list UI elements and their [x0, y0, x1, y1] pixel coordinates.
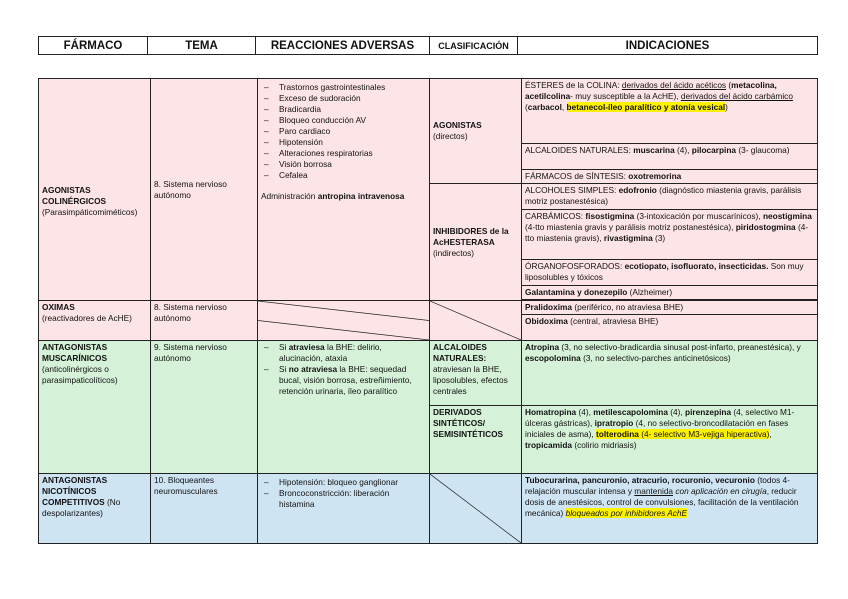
header-reacciones: REACCIONES ADVERSAS: [256, 37, 430, 55]
reaccion-item: – Paro cardiaco: [261, 126, 426, 137]
reacciones-nicotinicos: [258, 474, 430, 544]
diagonal-line: [430, 474, 521, 543]
row-nicotinicos: [39, 474, 818, 544]
ind-galantamina: Galantamina y donezepilo (Alzheimer): [522, 286, 818, 300]
ind-pralidoxima: Pralidoxima (periférico, no atraviesa BHE): [522, 301, 818, 315]
ind-sintesis: FÁRMACOS de SÍNTESIS: oxotremorina: [522, 170, 818, 184]
clas-inhibidores: INHIBIDORES de la AcHESTERASA (indirectos): [430, 184, 522, 301]
clas-agonistas-directos: AGONISTAS (directos): [430, 79, 522, 184]
ind-organofosforados: ÓRGANOFOSFORADOS: ecotiopato, isofluorato, insecticidas. Son muy liposolubles y tóxicos: [522, 260, 818, 286]
ind-homatropina: Homatropina (4), metilescapolomina (4), pirenzepina (4, selectivo M1- úlceras gástricas), ipratropio (4, no selectivo-broncodilatación en fases iniciales de asma), tolterodina (4- selectivo M3-vejiga hiperactiva), tropicamida (colirio midriasis): [522, 406, 818, 474]
reacciones-oximas-empty: [258, 301, 430, 341]
reaccion-item: – Bloqueo conducción AV: [261, 115, 426, 126]
clas-derivados-sinteticos: DERIVADOS SINTÉTICOS/ SEMISINTÉTICOS: [430, 406, 522, 474]
clas-oximas-empty: [430, 301, 522, 341]
reaccion-item: – Cefalea: [261, 170, 426, 181]
reaccion-item: – Visión borrosa: [261, 159, 426, 170]
tema-nicotinicos: 10. Bloqueantes neuromusculares: [151, 474, 258, 544]
tema-agonistas: 8. Sistema nervioso autónomo: [151, 79, 258, 301]
ind-alcoholes: ALCOHOLES SIMPLES: edofronio (diagnóstico miastenia gravis, parálisis motriz postanestésica): [522, 184, 818, 210]
reaccion-item: – Trastornos gastrointestinales: [261, 82, 426, 93]
clas-alcaloides-naturales: ALCALOIDES NATURALES: atraviesan la BHE, liposolubles, efectos centrales: [430, 341, 522, 406]
header-farmaco: FÁRMACO: [39, 37, 148, 55]
reaccion-item: – Hipotensión: bloqueo ganglionar: [261, 477, 426, 488]
diagonal-line: [430, 301, 521, 340]
reacciones-muscarinicos: [258, 341, 430, 474]
header-indicaciones: INDICACIONES: [518, 37, 818, 55]
ind-nicotinicos: Tubocurarina, pancuronio, atracurio, rocuronio, vecuronio (todos 4- relajación muscular intensa y mantenida con aplicación en cirugía, reducir dosis de anestésicos, control de convulsiones, facilitación de la ventilación mecánica) bloqueados por inhibidores AchE: [522, 474, 818, 544]
reaccion-item: – Alteraciones respiratorias: [261, 148, 426, 159]
reaccion-item: – Bradicardia: [261, 104, 426, 115]
header-clasificacion: CLASIFICACIÓN: [430, 37, 518, 55]
header-tema: TEMA: [148, 37, 256, 55]
row-oximas-1: [39, 301, 818, 315]
tema-muscarinicos: 9. Sistema nervioso autónomo: [151, 341, 258, 474]
reaccion-item: – Si atraviesa la BHE: delirio, alucinación, ataxia: [261, 342, 426, 364]
reaccion-item: – Broncoconstricción: liberación histamina: [261, 488, 426, 510]
reaccion-item: – Si no atraviesa la BHE: sequedad bucal, visión borrosa, estreñimiento, retención urinaria, íleo paralítico: [261, 364, 426, 397]
header-table: [38, 36, 818, 55]
farmaco-nicotinicos: ANTAGONISTAS NICOTÍNICOS COMPETITIVOS (No despolarizantes): [39, 474, 151, 544]
farmaco-oximas: OXIMAS (reactivadores de AcHE): [39, 301, 151, 341]
farmaco-agonistas: AGONISTAS COLINÉRGICOS (Parasimpáticomiméticos): [39, 79, 151, 301]
reaccion-item: – Exceso de sudoración: [261, 93, 426, 104]
farmaco-muscarinicos: ANTAGONISTAS MUSCARÍNICOS (anticolinérgicos o parasimpaticolíticos): [39, 341, 151, 474]
reaccion-item: – Hipotensión: [261, 137, 426, 148]
ind-alcaloides: ALCALOIDES NATURALES: muscarina (4), pilocarpina (3- glaucoma): [522, 144, 818, 170]
ind-esteres: ÉSTERES de la COLINA: derivados del ácido acéticos (metacolina, acetilcolina- muy susceptible a la AcHE), derivados del ácido carbámico (carbacol, betanecol-íleo paralítico y atonía vesical): [522, 79, 818, 144]
reacciones-list: [261, 82, 426, 181]
row-agonistas-esteres: [39, 79, 818, 144]
tema-oximas: 8. Sistema nervioso autónomo: [151, 301, 258, 341]
ind-obidoxima: Obidoxima (central, atraviesa BHE): [522, 315, 818, 341]
ind-atropina: Atropina (3, no selectivo-bradicardia sinusal post-infarto, preanestésica), y escopolomina (3, no selectivo-parches anticinetósicos): [522, 341, 818, 406]
row-muscarinicos-1: [39, 341, 818, 406]
clas-nicotinicos-empty: [430, 474, 522, 544]
main-table: [38, 78, 818, 544]
diagonal-lines: [258, 301, 429, 340]
reacciones-agonistas: [258, 79, 430, 301]
ind-carbamicos: CARBÁMICOS: fisostigmina (3-intoxicación por muscarínicos), neostigmina (4-tto miastenia gravis y parálisis motriz postanestésica), piridostogmina (4- tto miastenia gravis), rivastigmina (3): [522, 210, 818, 260]
admin-note: Administración antropina intravenosa: [261, 191, 405, 201]
